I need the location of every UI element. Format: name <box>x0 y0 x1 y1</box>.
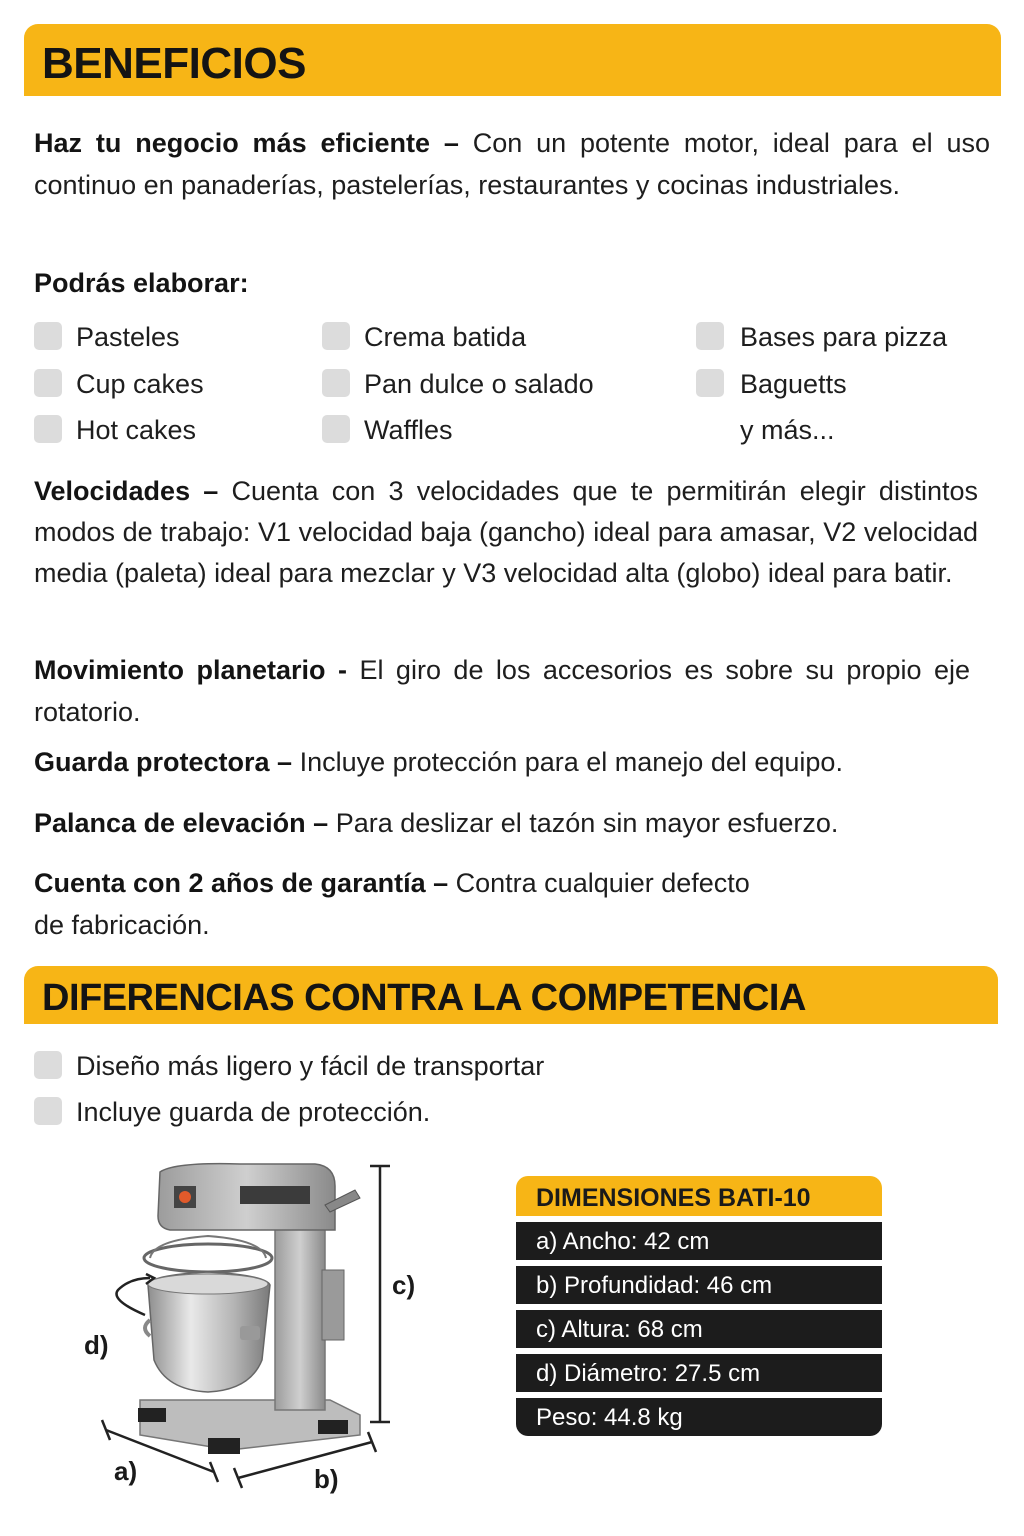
list-item: Hot cakes <box>76 415 197 445</box>
garantia-paragraph <box>34 862 990 946</box>
label-d: d) <box>84 1330 109 1360</box>
velocidades-paragraph <box>34 471 978 594</box>
guarda-bold: Guarda protectora – <box>34 747 293 777</box>
checkbox-icon <box>322 322 350 350</box>
mixer-column-icon <box>275 1210 325 1410</box>
garantia-text-2: de fabricación. <box>34 910 210 940</box>
garantia-text-1: Contra cualquier defecto <box>455 868 750 898</box>
label-c: c) <box>392 1270 416 1300</box>
label-a: a) <box>114 1456 138 1486</box>
checkbox-icon <box>322 369 350 397</box>
checkbox-icon <box>34 369 62 397</box>
guarda-paragraph <box>34 741 990 783</box>
dimension-row: c) Altura: 68 cm <box>516 1310 882 1348</box>
movimiento-bold: Movimiento planetario - <box>34 655 347 685</box>
mixer-base-icon <box>138 1400 360 1454</box>
checkbox-icon <box>34 1097 62 1125</box>
diferencia-item: Diseño más ligero y fácil de transportar <box>76 1051 545 1081</box>
checkbox-icon <box>322 415 350 443</box>
checkbox-icon <box>34 322 62 350</box>
checkbox-icon <box>696 369 724 397</box>
dimension-row: b) Profundidad: 46 cm <box>516 1266 882 1304</box>
intro-paragraph <box>34 122 990 206</box>
intro-text: Con un potente motor, ideal para el uso continuo en panaderías, pastelerías, restaurantes y cocinas industriales. <box>34 128 990 200</box>
label-b: b) <box>314 1464 339 1494</box>
list-item: Crema batida <box>364 322 527 352</box>
intro-bold: Haz tu negocio más eficiente – <box>34 128 459 158</box>
velocidades-text: Cuenta con 3 velocidades que te permitirán elegir distintos modos de trabajo: V1 velocidad baja (gancho) ideal para amasar, V2 velocidad media (paleta) ideal para mezclar y V3 velocidad alta (globo) ideal para batir. <box>34 476 978 588</box>
diferencia-item: Incluye guarda de protección. <box>76 1097 431 1127</box>
diferencias-title: DIFERENCIAS CONTRA LA COMPETENCIA <box>42 977 806 1019</box>
list-item: Bases para pizza <box>740 322 948 352</box>
beneficios-banner <box>24 24 1001 96</box>
movimiento-paragraph <box>34 649 970 733</box>
y-mas-text: y más... <box>740 415 835 445</box>
list-item: Baguetts <box>740 369 847 399</box>
guarda-text: Incluye protección para el manejo del equipo. <box>299 747 843 777</box>
list-item: Waffles <box>364 415 453 445</box>
list-item: Pasteles <box>76 322 180 352</box>
dimensions-table <box>516 1176 882 1436</box>
diferencias-banner <box>24 966 998 1024</box>
movimiento-text: El giro de los accesorios es sobre su propio eje rotatorio. <box>34 655 970 727</box>
dimension-row: d) Diámetro: 27.5 cm <box>516 1354 882 1392</box>
checkbox-icon <box>696 322 724 350</box>
palanca-paragraph <box>34 802 990 844</box>
velocidades-bold: Velocidades – <box>34 476 219 506</box>
checkbox-icon <box>34 1051 62 1079</box>
checkbox-icon <box>34 415 62 443</box>
list-item: Pan dulce o salado <box>364 369 594 399</box>
dimension-row: a) Ancho: 42 cm <box>516 1222 882 1260</box>
podras-title <box>34 262 990 304</box>
beneficios-title: BENEFICIOS <box>42 39 306 88</box>
mixer-diagram <box>90 1150 430 1500</box>
podras-title-text: Podrás elaborar: <box>34 268 249 298</box>
dimension-row: Peso: 44.8 kg <box>516 1398 882 1436</box>
palanca-text: Para deslizar el tazón sin mayor esfuerzo. <box>335 808 839 838</box>
palanca-bold: Palanca de elevación – <box>34 808 329 838</box>
list-item: Cup cakes <box>76 369 204 399</box>
dimensions-title: DIMENSIONES BATI-10 <box>516 1176 882 1216</box>
garantia-bold: Cuenta con 2 años de garantía – <box>34 868 449 898</box>
